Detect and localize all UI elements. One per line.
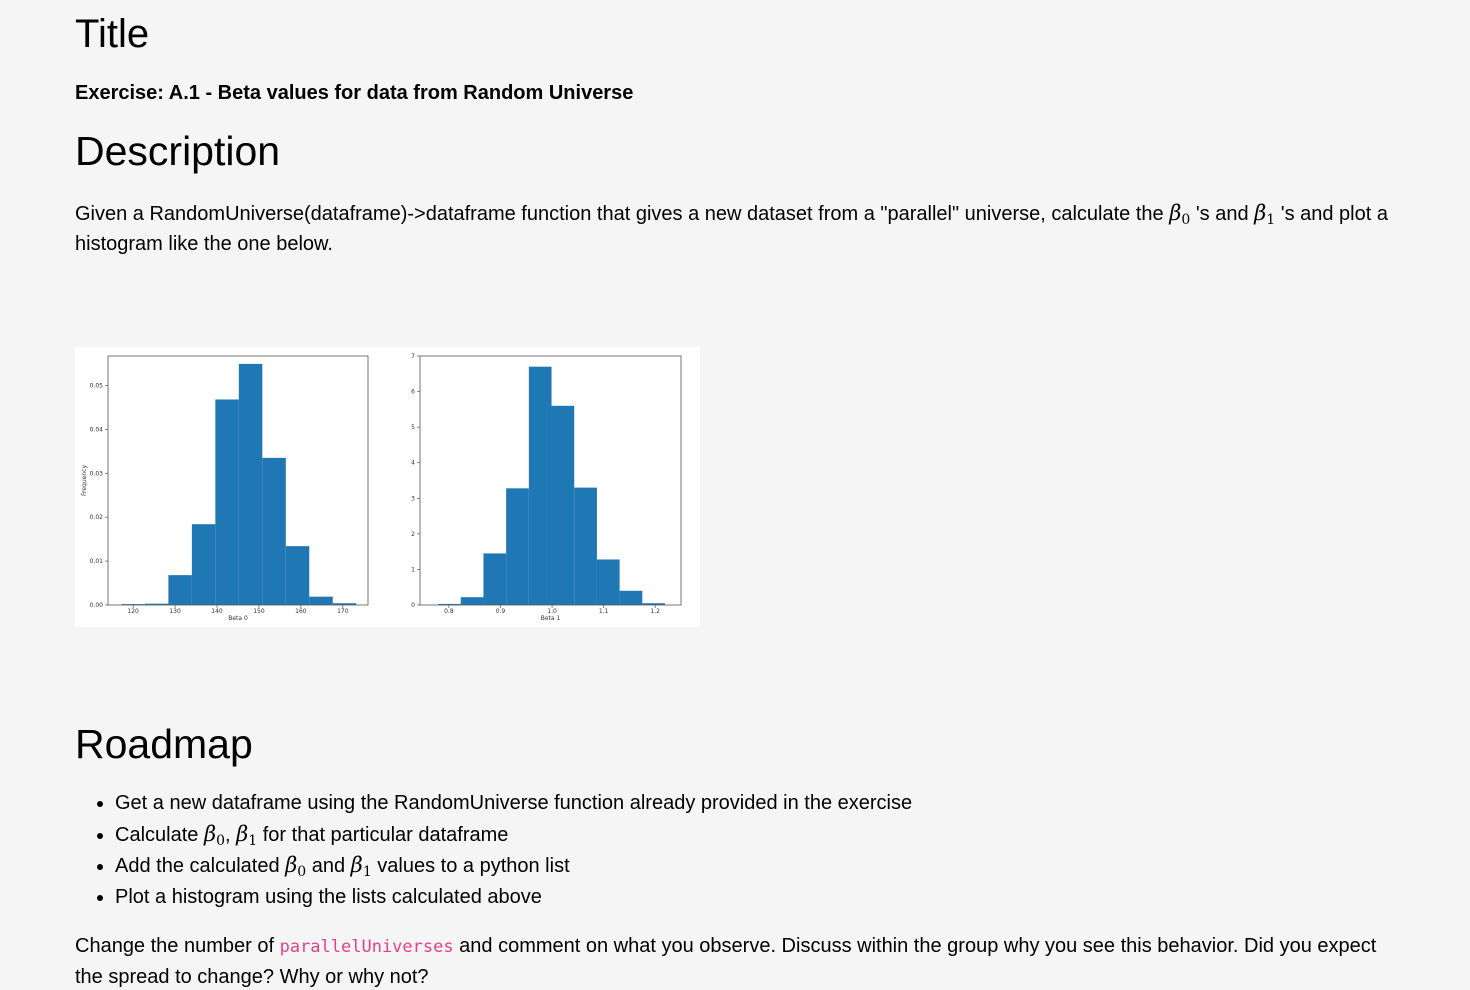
change-text: Change the number of parallelUniverses and comment on what you observe. Discuss within the group why you see this behavior. Did you expect the spread to change? Why or why not? xyxy=(75,935,1377,988)
histogram-bar xyxy=(529,367,552,605)
y-tick-label: 0.03 xyxy=(89,470,103,478)
histogram-bar xyxy=(552,406,575,605)
histogram-bar xyxy=(506,488,529,605)
histogram-bar xyxy=(574,488,597,605)
x-tick-label: 1.1 xyxy=(598,608,609,615)
roadmap-heading: Roadmap xyxy=(75,721,253,767)
beta0-math: $\beta_0$ xyxy=(285,853,307,881)
histogram-bar xyxy=(286,546,309,605)
description-text xyxy=(75,198,1405,259)
histogram-bar xyxy=(461,597,484,605)
y-tick-label: 0.04 xyxy=(89,426,103,434)
description-heading: Description xyxy=(75,128,281,174)
histogram-figure xyxy=(75,347,700,627)
histogram-bar xyxy=(309,597,332,605)
y-tick-label: 0.02 xyxy=(89,514,103,522)
x-tick-label: 130 xyxy=(169,608,181,615)
histogram-svg xyxy=(75,347,700,627)
x-tick-label: 150 xyxy=(253,608,265,615)
x-tick-label: 1.0 xyxy=(547,608,557,615)
description-text-middle: 's and xyxy=(1190,203,1255,225)
beta0-math: $\beta_0$ xyxy=(1169,201,1191,228)
x-axis-label: Beta 0 xyxy=(228,615,248,622)
histogram-bar xyxy=(215,399,238,605)
beta1-math: $\beta_1$ xyxy=(236,821,258,849)
list-item: • Plot a histogram using the lists calculated above xyxy=(115,882,912,913)
histogram-bar xyxy=(620,591,643,605)
y-tick-label: 0.01 xyxy=(89,558,103,566)
list-item: • Get a new dataframe using the RandomUniverse function already provided in the exercise xyxy=(115,788,912,819)
exercise-title: Exercise: A.1 - Beta values for data from Random Universe xyxy=(75,82,634,104)
y-tick-label: 7 xyxy=(411,353,415,360)
y-tick-label: 5 xyxy=(411,424,415,432)
histogram-bar xyxy=(483,553,506,605)
list-item: • Add the calculated $\beta_0$ and $\beta_1$ values to a python list xyxy=(115,850,912,882)
y-tick-label: 6 xyxy=(411,388,415,396)
roadmap-list xyxy=(75,788,912,913)
histogram-bar xyxy=(192,524,215,605)
histogram-bar xyxy=(597,559,620,605)
y-tick-label: 3 xyxy=(411,495,415,503)
x-tick-label: 120 xyxy=(127,608,139,615)
y-tick-label: 2 xyxy=(411,530,415,538)
y-tick-label: 0 xyxy=(411,602,415,609)
histogram-bar xyxy=(168,575,191,605)
beta1-math: $\beta_1$ xyxy=(350,853,372,881)
beta1-math: $\beta_1$ xyxy=(1254,201,1276,228)
description-text-before: Given a RandomUniverse(dataframe)->dataframe function that gives a new dataset from a "parallel" universe, calculate the xyxy=(75,203,1170,225)
beta0-math: $\beta_0$ xyxy=(203,821,225,849)
y-axis-label: Frequency xyxy=(81,465,88,496)
y-tick-label: 0.05 xyxy=(89,382,103,390)
y-tick-label: 1 xyxy=(411,566,415,574)
y-tick-label: 0.00 xyxy=(89,602,103,609)
histogram-bar xyxy=(239,364,262,605)
x-tick-label: 140 xyxy=(211,608,223,615)
list-item: • Calculate $\beta_0$, $\beta_1$ for that particular dataframe xyxy=(115,819,912,851)
page-title: Title xyxy=(75,12,150,56)
x-tick-label: 0.9 xyxy=(495,608,506,615)
x-tick-label: 0.8 xyxy=(444,608,454,615)
x-tick-label: 160 xyxy=(295,608,307,615)
x-tick-label: 1.2 xyxy=(650,608,660,615)
parallel-universes-code: parallelUniverses xyxy=(279,937,454,957)
x-axis-label: Beta 1 xyxy=(540,615,561,622)
y-tick-label: 4 xyxy=(411,459,415,467)
description-text-after: 's and plot a histogram like the one below. xyxy=(75,203,1388,255)
histogram-bar xyxy=(262,458,285,605)
x-tick-label: 170 xyxy=(337,608,349,615)
